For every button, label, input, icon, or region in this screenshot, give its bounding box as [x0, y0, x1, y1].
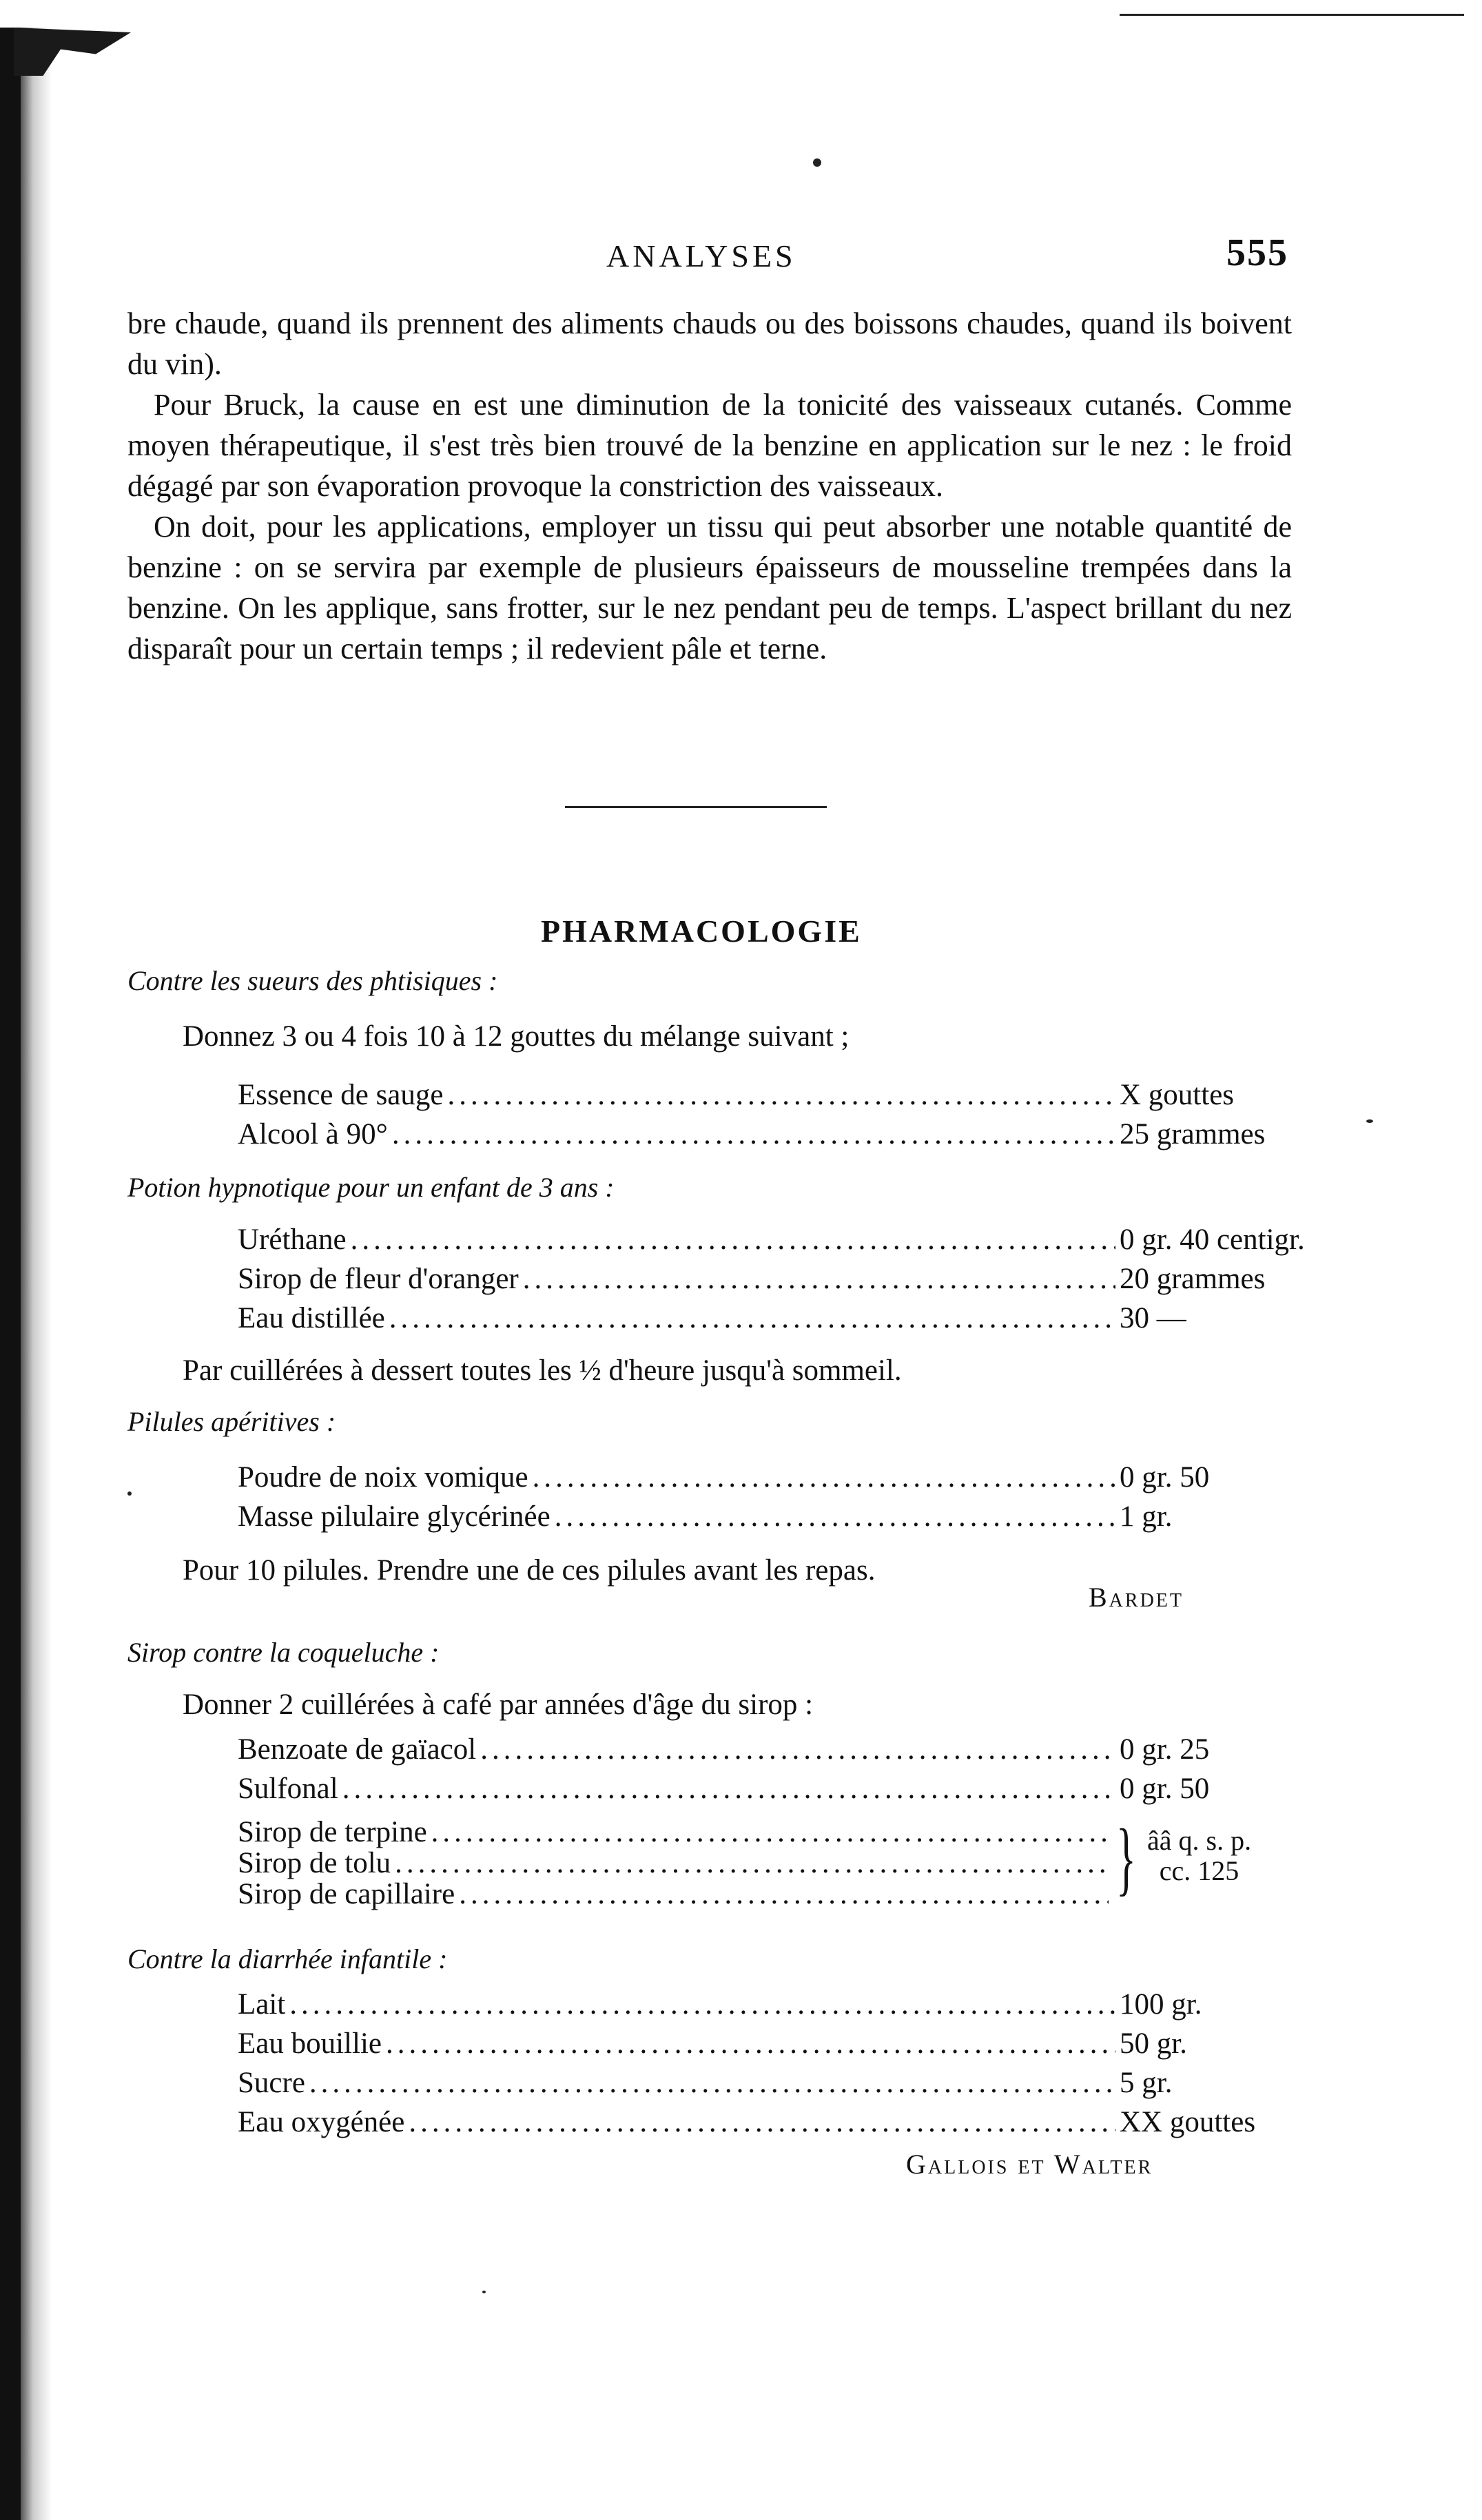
ingredient-name: Sirop de capillaire: [238, 1878, 455, 1910]
binding-edge: [0, 28, 21, 2520]
leader-dots: [409, 2105, 1115, 2139]
leader-dots: [395, 1846, 1109, 1880]
ingredient-name: Sirop de fleur d'oranger: [238, 1263, 519, 1295]
prescription-title: Sirop contre la coqueluche :: [127, 1637, 440, 1668]
leader-dots: [386, 2027, 1115, 2061]
ingredient-line: [238, 1301, 1326, 1339]
ingredient-quantity: 5 gr.: [1120, 2067, 1173, 2099]
ingredient-quantity: 30 —: [1120, 1302, 1186, 1334]
ingredient-line: [238, 1772, 1326, 1809]
prescription-title: Contre les sueurs des phtisiques :: [127, 965, 498, 996]
binding-smudge: [14, 28, 131, 76]
ingredient-line: [238, 1078, 1326, 1115]
prescription-title: Pilules apéritives :: [127, 1406, 336, 1437]
author-signature: Gallois et Walter: [906, 2149, 1153, 2180]
instruction: Donner 2 cuillérées à café par années d'âge du sirop :: [183, 1688, 814, 1721]
ingredient-name: Sucre: [238, 2067, 305, 2099]
ingredient-name: Alcool à 90°: [238, 1118, 388, 1150]
ingredient-name: Lait: [238, 1988, 286, 2021]
ingredient-quantity: 0 gr. 50: [1120, 1773, 1210, 1805]
group-note-line: ââ q. s. p.: [1147, 1825, 1252, 1856]
instruction: Par cuillérées à dessert toutes les ½ d'heure jusqu'à sommeil.: [183, 1354, 902, 1387]
ingredient-line: [238, 1733, 1326, 1770]
ink-speck: [482, 2291, 486, 2293]
ingredient-line: [238, 2027, 1326, 2064]
ingredient-line: [238, 1262, 1326, 1299]
leader-dots: [342, 1772, 1115, 1806]
ingredient-quantity: 0 gr. 25: [1120, 1733, 1210, 1766]
leader-dots: [480, 1733, 1115, 1766]
instruction: Pour 10 pilules. Prendre une de ces pilules avant les repas.: [183, 1554, 876, 1587]
ink-speck: [813, 158, 821, 167]
paragraph: On doit, pour les applications, employer un tissu qui peut absorber une notable quantité de benzine : on se servira par exemple de plusieurs épaisseurs de mousseline trempées dans la benzine. On les applique, sans frotter, sur le nez pendant peu de temps. L'aspect brillant du nez disparaît pour un certain temps ; il redevient pâle et terne.: [127, 510, 1292, 665]
ingredient-quantity: 0 gr. 40 centigr.: [1120, 1223, 1305, 1256]
page-header: [131, 231, 1288, 286]
group-brace: }: [1116, 1812, 1136, 1903]
ingredient-name: Essence de sauge: [238, 1079, 444, 1111]
leader-dots: [459, 1877, 1109, 1911]
ingredient-line: [238, 1877, 1113, 1914]
ingredient-name: Sirop de tolu: [238, 1847, 391, 1879]
leader-dots: [389, 1301, 1115, 1335]
leader-dots: [289, 1987, 1115, 2021]
ingredient-line: [238, 2105, 1326, 2142]
ingredient-line: [238, 1117, 1326, 1155]
leader-dots: [523, 1262, 1115, 1296]
leader-dots: [392, 1117, 1115, 1151]
running-title: ANALYSES: [606, 238, 796, 273]
paragraph: bre chaude, quand ils prennent des aliments chauds ou des boissons chaudes, quand ils boivent du vin).: [127, 307, 1292, 381]
ingredient-quantity: 0 gr. 50: [1120, 1461, 1210, 1494]
ingredient-quantity: 20 grammes: [1120, 1263, 1266, 1295]
ingredient-quantity: X gouttes: [1120, 1079, 1235, 1111]
ingredient-name: Sulfonal: [238, 1773, 338, 1805]
ingredient-name: Eau distillée: [238, 1302, 385, 1334]
prescription-title: Contre la diarrhée infantile :: [127, 1943, 448, 1974]
ingredient-quantity: 25 grammes: [1120, 1118, 1266, 1150]
ingredient-name: Poudre de noix vomique: [238, 1461, 528, 1494]
ingredient-quantity: 100 gr.: [1120, 1988, 1202, 2021]
top-edge-rule: [1120, 14, 1464, 16]
ingredient-quantity: 1 gr.: [1120, 1500, 1173, 1533]
ingredient-line: [238, 1500, 1326, 1537]
author-signature: Bardet: [1089, 1582, 1184, 1613]
page-number: 555: [1226, 231, 1288, 274]
instruction: Donnez 3 ou 4 fois 10 à 12 gouttes du mélange suivant ;: [183, 1020, 850, 1053]
section-title: PHARMACOLOGIE: [541, 913, 862, 949]
ingredient-name: Masse pilulaire glycérinée: [238, 1500, 550, 1533]
body-text: [127, 303, 1292, 669]
prescription-title: Potion hypnotique pour un enfant de 3 ans :: [127, 1172, 615, 1203]
ingredient-quantity: XX gouttes: [1120, 2106, 1256, 2138]
leader-dots: [533, 1460, 1115, 1494]
section-divider: [565, 806, 827, 808]
leader-dots: [431, 1815, 1109, 1849]
ingredient-name: Sirop de terpine: [238, 1816, 427, 1848]
leader-dots: [351, 1223, 1115, 1257]
leader-dots: [447, 1078, 1115, 1112]
ingredient-line: [238, 1223, 1326, 1260]
binding-shadow: [21, 28, 52, 2520]
ingredient-line: [238, 1987, 1326, 2025]
leader-dots: [555, 1500, 1115, 1533]
ingredient-name: Benzoate de gaïacol: [238, 1733, 477, 1766]
ingredient-name: Eau oxygénée: [238, 2106, 405, 2138]
group-quantity-note: [1147, 1826, 1251, 1886]
ingredient-quantity: 50 gr.: [1120, 2027, 1187, 2060]
paragraph: Pour Bruck, la cause en est une diminution de la tonicité des vaisseaux cutanés. Comme moyen thérapeutique, il s'est très bien trouvé de la benzine en application sur le nez : le froid dégagé par son évaporation provoque la constriction des vaisseaux.: [127, 388, 1292, 503]
leader-dots: [309, 2066, 1115, 2100]
ingredient-line: [238, 2066, 1326, 2103]
ink-speck: [1366, 1119, 1373, 1123]
group-note-line: cc. 125: [1159, 1855, 1239, 1886]
ingredient-line: [238, 1460, 1326, 1498]
ingredient-name: Uréthane: [238, 1223, 347, 1256]
ingredient-name: Eau bouillie: [238, 2027, 382, 2060]
ink-speck: [127, 1491, 132, 1496]
